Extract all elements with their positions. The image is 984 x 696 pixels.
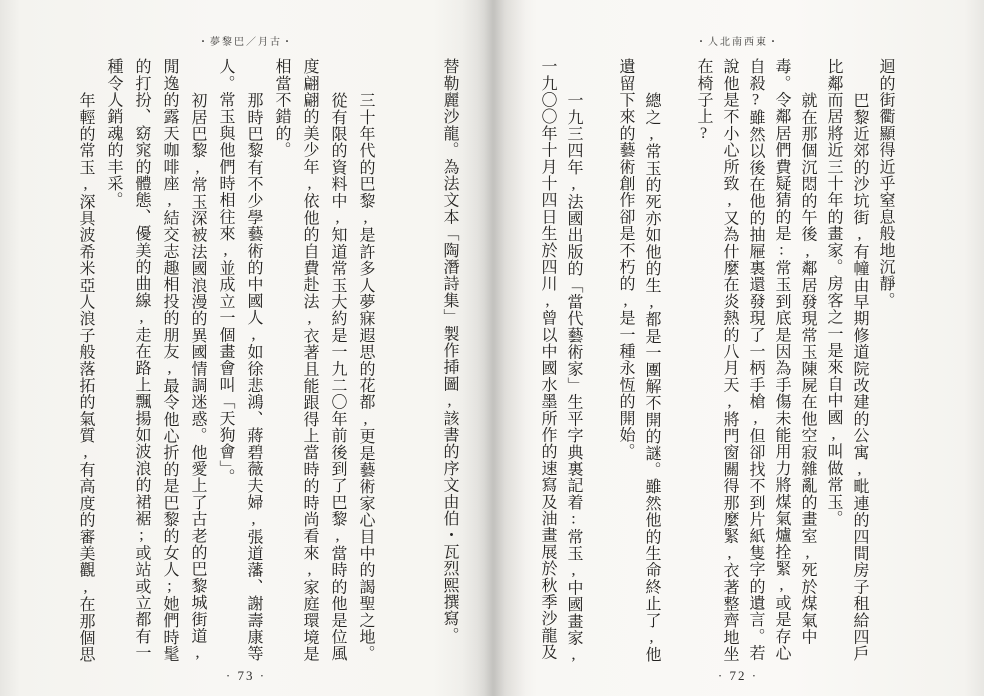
text-column: 巴黎近郊的沙坑街,有幢由早期修道院改建的公寓,毗連的四間房子租給四戶 [851, 92, 868, 662]
text-column: 度翩翩的美少年,依他的自費赴法,衣著且能跟得上當時的時尚看來,家庭環境是 [301, 58, 318, 663]
page-right [492, 0, 984, 696]
text-column: 閒逸的露天咖啡座,結交志趣相投的朋友,最令他心折的是巴黎的女人;她們時髦 [161, 58, 178, 663]
text-column: 種令人銷魂的丰采。 [105, 58, 122, 209]
text-column: 總之,常玉的死亦如他的生,都是一團解不開的謎。雖然他的生命終止了,他 [643, 92, 660, 663]
text-column: 從有限的資料中,知道常玉大約是一九二〇年前後到了巴黎,當時的他是位風 [329, 92, 346, 662]
text-column: 毒。令鄰居們費疑猜的是:常玉到底是因為手傷未能用力將煤氣爐拴緊,或是存心 [773, 58, 790, 662]
text-column: 人。常玉與他們時相往來,並成立一個畫會叫「天狗會」。 [217, 58, 234, 486]
text-column: 在椅子上? [695, 58, 712, 143]
text-column: 一九〇〇年十月十四日生於四川,曾以中國水墨所作的速寫及油畫展於秋季沙龍及 [539, 58, 556, 661]
text-column: 初居巴黎,常玉深被法國浪漫的異國情調迷惑。他愛上了古老的巴黎城街道, [189, 92, 206, 662]
text-column: 迴的街衢顯得近乎窒息般地沉靜。 [877, 58, 894, 309]
text-column: 一九三四年,法國出版的「當代藝術家」生平字典裏記着:常玉,中國畫家, [565, 92, 582, 664]
text-column: 比鄰而居將近三十年的畫家。房客之一是來自中國,叫做常玉。 [825, 58, 842, 527]
text-column: 相當不錯的。 [273, 58, 290, 159]
text-column: 三十年代的巴黎,是許多人夢寐遐思的花都,更是藝術家心目中的謁聖之地。 [357, 92, 374, 662]
page-number-left: · 73 · [225, 668, 267, 683]
text-column: 的打扮、窈窕的體態、優美的曲線,走在路上飄揚如波浪的裙裾;或站或立都有一 [133, 58, 150, 662]
text-column: 自殺?雖然以後在他的抽屜裏還發現了一柄手槍,但卻找不到片紙隻字的遺言。若 [747, 58, 764, 662]
text-column: 替勒麗沙龍。為法文本「陶潛詩集」製作揷圖,該書的序文由伯・瓦烈熙撰寫。 [441, 58, 458, 644]
running-head-right: ・人北南西東・ [696, 37, 780, 48]
running-head-left: ・夢黎巴／月古・ [198, 37, 294, 48]
text-column: 那時巴黎有不少學藝術的中國人,如徐悲鴻、蔣碧薇夫婦,張道藩、謝壽康等 [245, 92, 262, 662]
text-column: 就在那個沉悶的午後,鄰居發現常玉陳屍在他空寂雜亂的畫室,死於煤氣中 [799, 92, 816, 646]
text-column: 遺留下來的藝術創作卻是不朽的,是一種永恆的開始。 [617, 58, 634, 460]
page-number-right: · 72 · [717, 668, 759, 683]
text-block-left [71, 58, 463, 670]
text-column: 年輕的常玉,深具波希米亞人浪子般落拓的氣質,有高度的審美觀,在那個思 [77, 92, 94, 663]
text-column: 說他是不小心所致,又為什麼在炎熱的八月天,將門窗關得那麼緊,衣著整齊地坐 [721, 58, 738, 663]
text-block-right [534, 58, 898, 670]
